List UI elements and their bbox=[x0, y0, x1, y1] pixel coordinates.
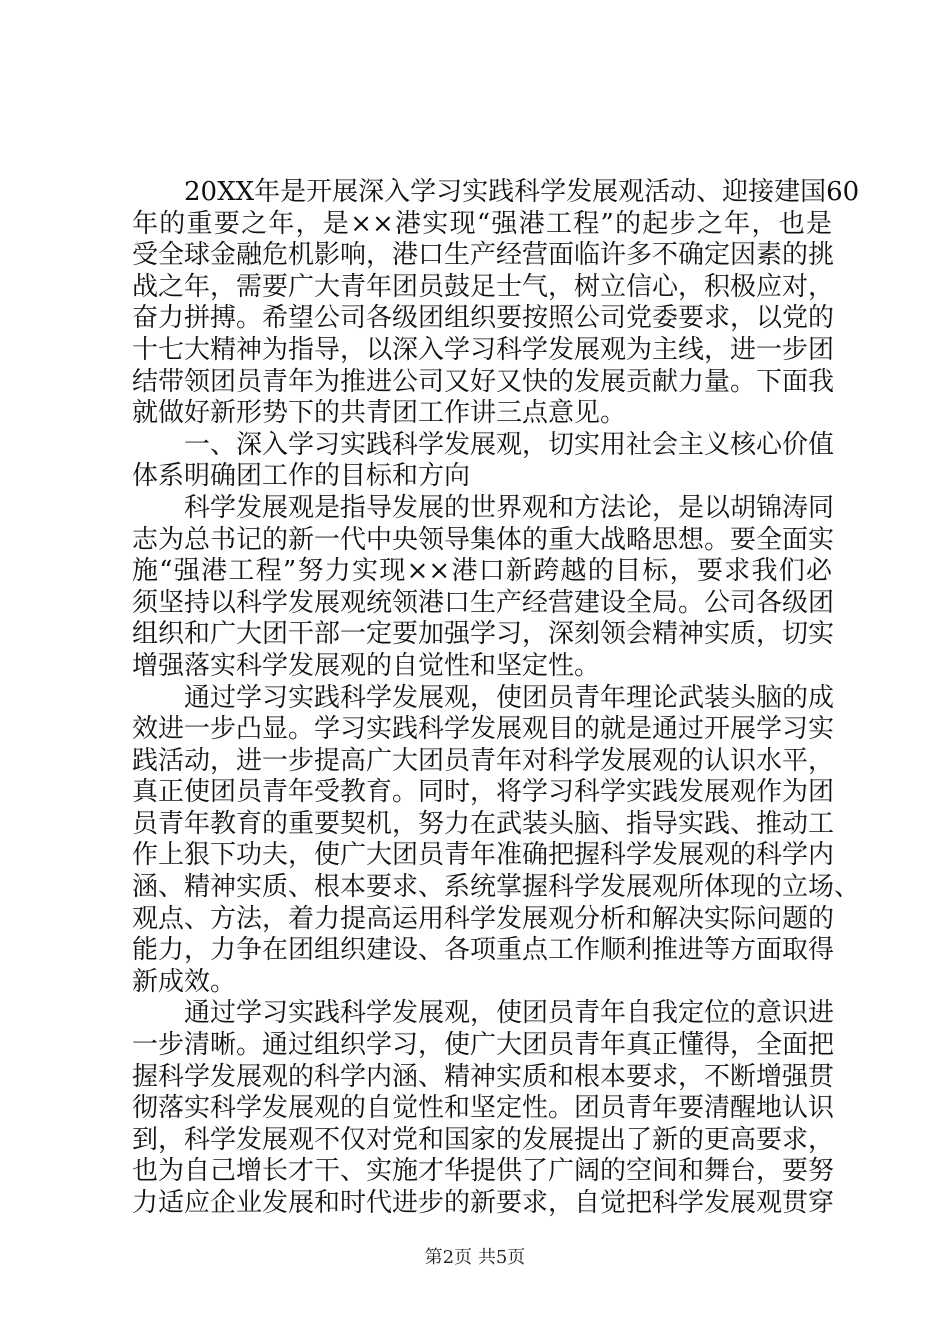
text-line: 须坚持以科学发展观统领港口生产经营建设全局。公司各级团 bbox=[132, 587, 835, 618]
text-line: 员青年教育的重要契机，努力在武装头脑、指导实践、推动工 bbox=[132, 808, 835, 839]
text-line: 到，科学发展观不仅对党和国家的发展提出了新的更高要求， bbox=[132, 1124, 835, 1155]
text-line: 涵、精神实质、根本要求、系统掌握科学发展观所体现的立场、 bbox=[132, 872, 861, 903]
text-line: 施“强港工程”努力实现××港口新跨越的目标，要求我们必 bbox=[132, 556, 832, 587]
text-line: 十七大精神为指导，以深入学习科学发展观为主线，进一步团 bbox=[132, 334, 835, 365]
text-line: 增强落实科学发展观的自觉性和坚定性。 bbox=[132, 650, 601, 681]
text-line: 能力，力争在团组织建设、各项重点工作顺利推进等方面取得 bbox=[132, 935, 835, 966]
text-line: 通过学习实践科学发展观，使团员青年自我定位的意识进 bbox=[132, 998, 835, 1029]
text-line: 也为自己增长才干、实施才华提供了广阔的空间和舞台，要努 bbox=[132, 1156, 835, 1187]
text-line: 一步清晰。通过组织学习，使广大团员青年真正懂得，全面把 bbox=[132, 1030, 835, 1061]
text-line: 20XX年是开展深入学习实践科学发展观活动、迎接建国60 bbox=[132, 177, 860, 207]
text-line: 力适应企业发展和时代进步的新要求，自觉把科学发展观贯穿 bbox=[132, 1188, 835, 1218]
text-line: 年的重要之年，是××港实现“强港工程”的起步之年，也是 bbox=[132, 208, 832, 239]
text-line: 战之年，需要广大青年团员鼓足士气，树立信心，积极应对， bbox=[132, 271, 835, 302]
text-line: 体系明确团工作的目标和方向 bbox=[132, 461, 471, 492]
text-line: 一、深入学习实践科学发展观，切实用社会主义核心价值 bbox=[132, 429, 835, 460]
text-line: 新成效。 bbox=[132, 966, 237, 997]
text-line: 握科学发展观的科学内涵、精神实质和根本要求，不断增强贯 bbox=[132, 1061, 835, 1092]
text-line: 科学发展观是指导发展的世界观和方法论，是以胡锦涛同 bbox=[132, 492, 835, 523]
text-line: 组织和广大团干部一定要加强学习，深刻领会精神实质，切实 bbox=[132, 619, 835, 650]
page-footer: 第2页 共5页 bbox=[424, 1247, 526, 1268]
text-line: 结带领团员青年为推进公司又好又快的发展贡献力量。下面我 bbox=[132, 366, 835, 397]
text-line: 受全球金融危机影响，港口生产经营面临许多不确定因素的挑 bbox=[132, 240, 835, 271]
text-line: 就做好新形势下的共青团工作讲三点意见。 bbox=[132, 398, 627, 429]
text-line: 通过学习实践科学发展观，使团员青年理论武装头脑的成 bbox=[132, 682, 835, 713]
text-line: 践活动，进一步提高广大团员青年对科学发展观的认识水平， bbox=[132, 745, 835, 776]
body-text bbox=[132, 177, 861, 1220]
text-line: 观点、方法，着力提高运用科学发展观分析和解决实际问题的 bbox=[132, 903, 835, 934]
text-line: 奋力拼搏。希望公司各级团组织要按照公司党委要求，以党的 bbox=[132, 303, 835, 334]
text-line: 效进一步凸显。学习实践科学发展观目的就是通过开展学习实 bbox=[132, 714, 835, 745]
text-line: 真正使团员青年受教育。同时，将学习科学实践发展观作为团 bbox=[132, 777, 835, 808]
text-line: 作上狠下功夫，使广大团员青年准确把握科学发展观的科学内 bbox=[132, 840, 835, 871]
text-line: 志为总书记的新一代中央领导集体的重大战略思想。要全面实 bbox=[132, 524, 835, 555]
text-line: 彻落实科学发展观的自觉性和坚定性。团员青年要清醒地认识 bbox=[132, 1093, 835, 1124]
